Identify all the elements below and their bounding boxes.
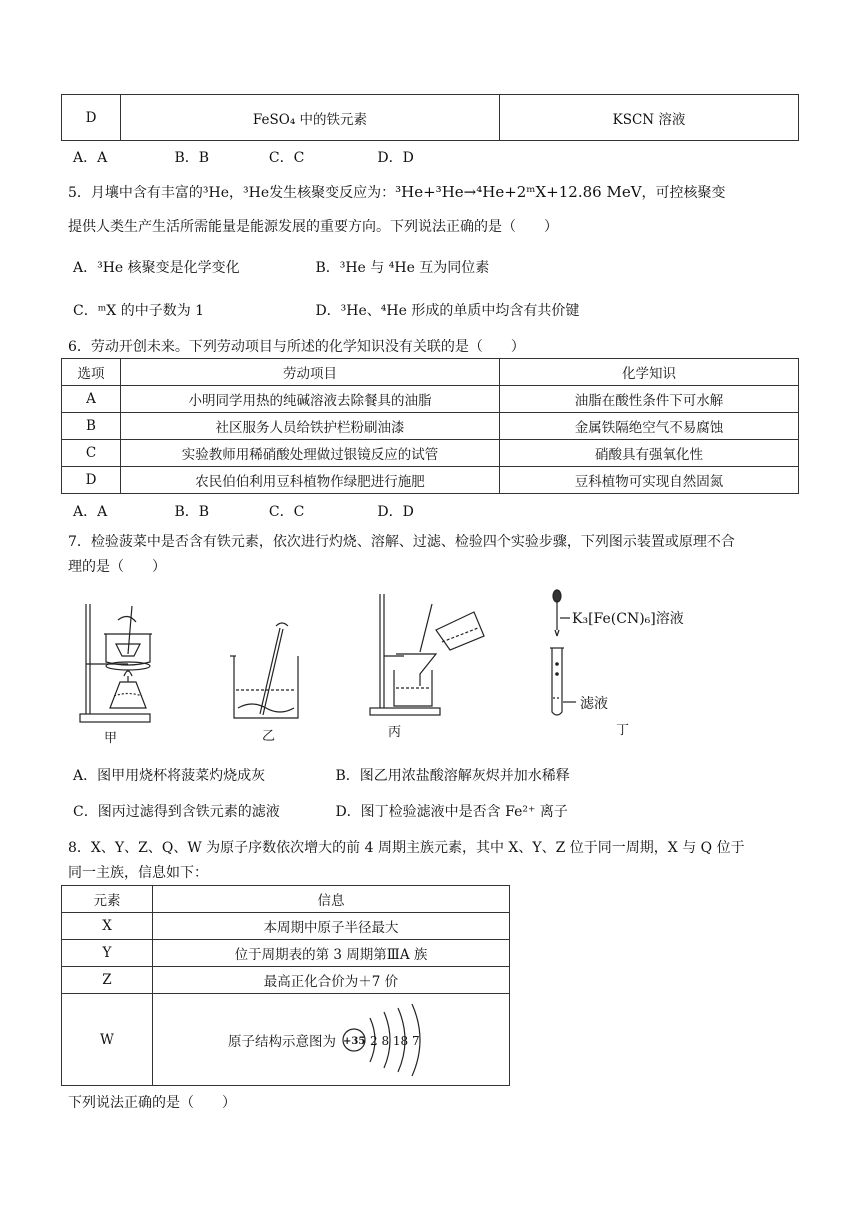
table-header: 劳动项目 bbox=[121, 359, 500, 386]
option-d: D．³He、⁴He 形成的单质中均含有共价键 bbox=[315, 303, 580, 319]
option-d: D．图丁检验滤液中是否含 Fe²⁺ 离子 bbox=[335, 804, 568, 820]
table-cell: D bbox=[62, 95, 121, 141]
table-cell: 油脂在酸性条件下可水解 bbox=[500, 386, 799, 413]
q7-options-row2 bbox=[73, 801, 568, 821]
option-b: B．B bbox=[174, 504, 210, 520]
option-c: C．C bbox=[268, 504, 305, 520]
filtrate-label: 滤液 bbox=[580, 696, 608, 712]
table-cell: 农民伯伯利用豆科植物作绿肥进行施肥 bbox=[121, 467, 500, 494]
figure-label: 丙 bbox=[388, 725, 402, 740]
option-a: A．A bbox=[73, 150, 108, 166]
table-q8 bbox=[61, 885, 510, 1086]
atom-text: 原子结构示意图为 bbox=[228, 1034, 336, 1050]
option-c: C．图丙过滤得到含铁元素的滤液 bbox=[73, 804, 280, 820]
q8-line1: 8．X、Y、Z、Q、W 为原子序数依次增大的前 4 周期主族元素，其中 X、Y、Z 位于同一周期，X 与 Q 位于 bbox=[68, 840, 745, 856]
table-header: 信息 bbox=[153, 886, 510, 913]
option-c: C．C bbox=[268, 150, 305, 166]
table-header: 元素 bbox=[62, 886, 153, 913]
q5-options-row1 bbox=[73, 257, 489, 277]
table-cell: 社区服务人员给铁护栏粉刷油漆 bbox=[121, 413, 500, 440]
atom-structure-diagram bbox=[340, 1000, 440, 1080]
table-cell: D bbox=[62, 467, 121, 494]
q7-line1: 7．检验菠菜中是否含有铁元素，依次进行灼烧、溶解、过滤、检验四个实验步骤，下列图示装置或原理不合 bbox=[68, 534, 735, 550]
table-cell: Z bbox=[62, 967, 153, 994]
table-cell: X bbox=[62, 913, 153, 940]
he3-symbol: ³He bbox=[243, 185, 270, 201]
table-cell: 小明同学用热的纯碱溶液去除餐具的油脂 bbox=[121, 386, 500, 413]
table-header: 选项 bbox=[62, 359, 121, 386]
table-cell: W bbox=[62, 994, 153, 1086]
q7-line2: 理的是（ ） bbox=[68, 559, 166, 575]
figure-yi bbox=[222, 616, 312, 744]
table-cell-atom bbox=[153, 994, 510, 1086]
figure-ding bbox=[540, 586, 730, 738]
table-cell: 最高正化合价为＋7 价 bbox=[153, 967, 510, 994]
table-cell: 豆科植物可实现自然固氮 bbox=[500, 467, 799, 494]
option-d: D．D bbox=[377, 504, 414, 520]
table-cell: 金属铁隔绝空气不易腐蚀 bbox=[500, 413, 799, 440]
option-d: D．D bbox=[377, 150, 414, 166]
option-b: B．B bbox=[174, 150, 210, 166]
option-b: B．³He 与 ⁴He 互为同位素 bbox=[315, 260, 490, 276]
figure-bing bbox=[366, 590, 496, 742]
q5-options-row2 bbox=[73, 300, 579, 320]
shell-electrons: 2 8 18 7 bbox=[370, 1034, 420, 1048]
q7-options-row1 bbox=[73, 765, 570, 785]
q5-text: 发生核聚变反应为： bbox=[269, 185, 396, 201]
q8-line2: 同一主族，信息如下： bbox=[68, 865, 208, 881]
table-cell: A bbox=[62, 386, 121, 413]
q6-options bbox=[73, 501, 414, 521]
q5-text: 5．月壤中含有丰富的 bbox=[68, 185, 203, 201]
table-cell: KSCN 溶液 bbox=[500, 95, 799, 141]
table-cell: 实验教师用稀硝酸处理做过银镜反应的试管 bbox=[121, 440, 500, 467]
q5-text: ，可控核聚变 bbox=[641, 185, 726, 201]
figure-label: 乙 bbox=[262, 729, 276, 744]
table-cell: Y bbox=[62, 940, 153, 967]
nucleus-label: +35 bbox=[343, 1036, 366, 1047]
q6-stem: 6．劳动开创未来。下列劳动项目与所述的化学知识没有关联的是（ ） bbox=[68, 339, 525, 355]
q4-options bbox=[73, 147, 414, 167]
table-cell: 位于周期表的第 3 周期第ⅢA 族 bbox=[153, 940, 510, 967]
option-a: A．³He 核聚变是化学变化 bbox=[73, 260, 240, 276]
table-header: 化学知识 bbox=[500, 359, 799, 386]
q5-text: ， bbox=[229, 185, 244, 201]
fusion-equation: ³He+³He→⁴He+2ᵐX+12.86 MeV bbox=[395, 183, 642, 201]
option-a: A．图甲用烧杯将菠菜灼烧成灰 bbox=[73, 768, 266, 784]
reagent-label: K₃[Fe(CN)₆]溶液 bbox=[572, 611, 684, 627]
figure-label: 甲 bbox=[104, 731, 118, 746]
table-cell: 本周期中原子半径最大 bbox=[153, 913, 510, 940]
table-q6 bbox=[61, 358, 799, 494]
option-b: B．图乙用浓盐酸溶解灰烬并加水稀释 bbox=[335, 768, 570, 784]
table-cell: C bbox=[62, 440, 121, 467]
figure-label: 丁 bbox=[616, 723, 630, 738]
table-cell: FeSO₄ 中的铁元素 bbox=[121, 95, 500, 141]
option-a: A．A bbox=[73, 504, 108, 520]
table-cell: 硝酸具有强氧化性 bbox=[500, 440, 799, 467]
table-cell: B bbox=[62, 413, 121, 440]
q5-line2: 提供人类生产生活所需能量是能源发展的重要方向。下列说法正确的是（ ） bbox=[68, 219, 558, 235]
he3-symbol: ³He bbox=[202, 185, 230, 201]
figure-jia bbox=[66, 596, 166, 746]
q8-tail: 下列说法正确的是（ ） bbox=[68, 1095, 236, 1111]
q5-line1 bbox=[68, 182, 726, 202]
table-q4-fragment bbox=[61, 94, 799, 141]
option-c: C．ᵐX 的中子数为 1 bbox=[73, 303, 205, 319]
